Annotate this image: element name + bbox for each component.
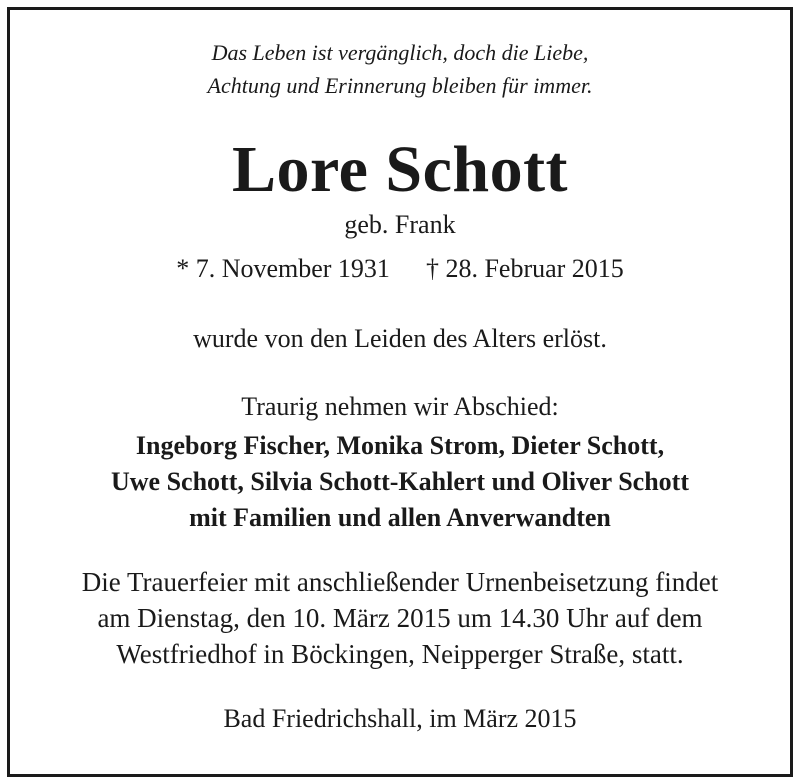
service-line-2: am Dienstag, den 10. März 2015 um 14.30 Uhr auf dem	[97, 603, 703, 633]
life-dates	[0, 254, 800, 284]
deceased-name: Lore Schott	[231, 133, 569, 206]
motto-line-2: Achtung und Erinnerung bleiben für immer.	[207, 73, 593, 98]
motto-line-1: Das Leben ist vergänglich, doch die Liebe,	[211, 40, 589, 65]
mourners-line-3: mit Familien und allen Anverwandten	[189, 503, 611, 532]
birth-name: geb. Frank	[344, 210, 456, 239]
death-date: † 28. Februar 2015	[425, 254, 624, 283]
birth-date: * 7. November 1931	[176, 254, 390, 283]
service-line-1: Die Trauerfeier mit anschließender Urnenbeisetzung findet	[81, 567, 719, 597]
mourners-intro: Traurig nehmen wir Abschied:	[241, 392, 559, 421]
message-text: wurde von den Leiden des Alters erlöst.	[193, 324, 607, 353]
mourners-line-2: Uwe Schott, Silvia Schott-Kahlert und Oliver Schott	[110, 467, 690, 496]
mourners-line-1: Ingeborg Fischer, Monika Strom, Dieter Schott,	[135, 431, 665, 460]
closing-line: Bad Friedrichshall, im März 2015	[223, 704, 577, 733]
service-line-3: Westfriedhof in Böckingen, Neipperger Straße, statt.	[116, 639, 684, 669]
